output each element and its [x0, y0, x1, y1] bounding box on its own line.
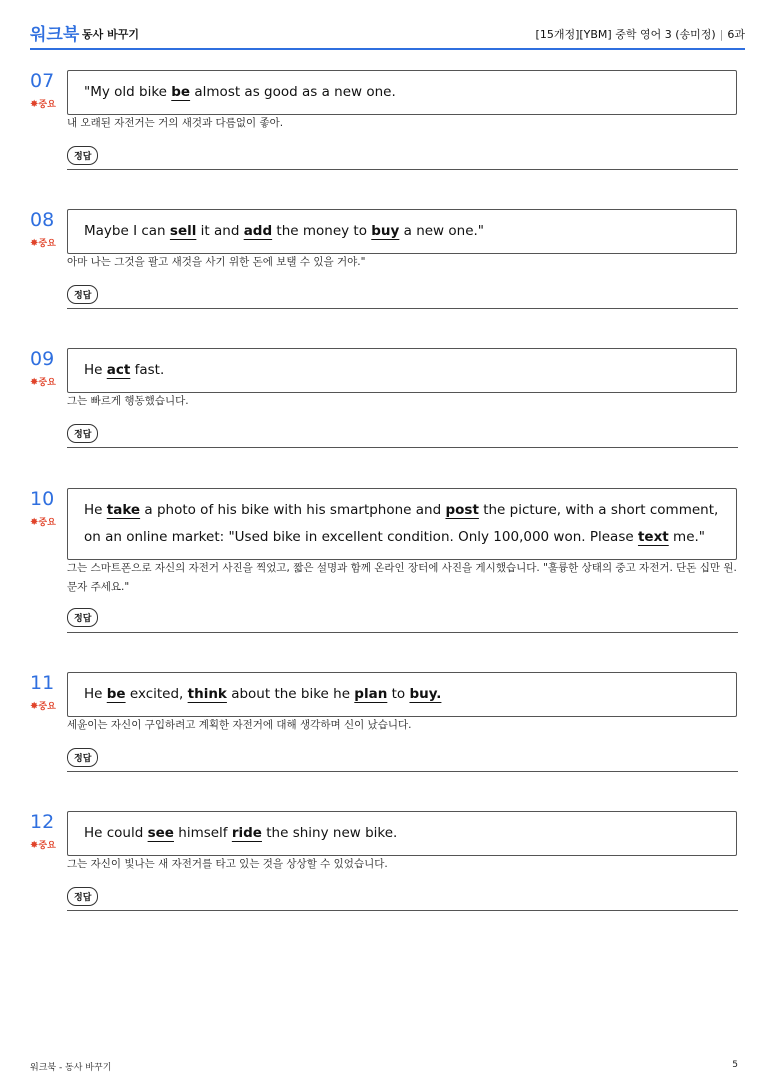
important-icon: ✸ [30, 701, 39, 712]
important-label: 중요 [38, 378, 56, 388]
divider-line [67, 771, 738, 772]
korean-translation: 그는 자신이 빛나는 새 자전거를 타고 있는 것을 상상할 수 있었습니다. [67, 858, 388, 870]
sentence-text: a new one." [399, 223, 485, 239]
target-verb: sell [169, 223, 197, 239]
target-verb: buy. [409, 686, 442, 702]
sentence-text: to [387, 686, 410, 702]
page-number: 5 [732, 1060, 738, 1070]
section-subtitle: 동사 바꾸기 [82, 28, 139, 41]
course-title: [15개정][YBM] 중학 영어 3 (송미정) [535, 28, 716, 41]
divider-line [67, 308, 738, 309]
question-number: 08 [30, 209, 55, 231]
target-verb: be [106, 686, 126, 702]
sentence-text: the shiny new bike. [261, 825, 398, 841]
divider: | [719, 28, 724, 41]
korean-translation: 그는 스마트폰으로 자신의 자전거 사진을 찍었고, 짧은 설명과 함께 온라인 장터에 사진을 게시했습니다. "훌륭한 상태의 중고 자전거. 단돈 십만 원. 문자 주세요." [67, 562, 737, 593]
sentence-text: He [84, 502, 107, 518]
question-number: 09 [30, 348, 55, 370]
korean-translation: 아마 나는 그것을 팔고 새것을 사기 위한 돈에 보탤 수 있을 거야." [67, 256, 366, 268]
answer-button[interactable]: 정답 [67, 146, 98, 165]
answer-button[interactable]: 정답 [67, 887, 98, 906]
sentence-text: He could [84, 825, 148, 841]
target-verb: take [106, 502, 141, 518]
target-verb: add [243, 223, 273, 239]
sentence-text: excited, [125, 686, 188, 702]
sentence-text: the money to [272, 223, 372, 239]
target-verb: plan [354, 686, 388, 702]
important-label: 중요 [38, 239, 56, 249]
target-verb: text [637, 529, 669, 545]
sentence-box [67, 70, 737, 115]
sentence-text: a photo of his bike with his smartphone and [140, 502, 446, 518]
divider-line [67, 632, 738, 633]
sentence-text: "My old bike [84, 84, 172, 100]
brand-title: 워크북 [30, 25, 80, 45]
sentence-text: He [84, 362, 107, 378]
important-label: 중요 [38, 702, 56, 712]
important-icon: ✸ [30, 377, 39, 388]
sentence-text: Maybe I can [84, 223, 170, 239]
korean-translation: 세윤이는 자신이 구입하려고 계획한 자전거에 대해 생각하며 신이 났습니다. [67, 719, 412, 731]
sentence-box [67, 811, 737, 856]
answer-button[interactable]: 정답 [67, 608, 98, 627]
important-icon: ✸ [30, 517, 39, 528]
lesson-label: 6과 [727, 28, 745, 41]
sentence-box [67, 488, 737, 560]
important-icon: ✸ [30, 840, 39, 851]
important-label: 중요 [38, 841, 56, 851]
sentence-text: almost as good as a new one. [190, 84, 396, 100]
target-verb: be [171, 84, 191, 100]
important-badge [30, 515, 56, 528]
sentence-text: He [84, 686, 107, 702]
answer-button[interactable]: 정답 [67, 424, 98, 443]
footer-title: 워크북 - 동사 바꾸기 [30, 1063, 112, 1073]
target-verb: act [106, 362, 131, 378]
sentence-text: fast. [130, 362, 165, 378]
question-number: 11 [30, 672, 55, 694]
important-label: 중요 [38, 518, 56, 528]
divider-line [67, 169, 738, 170]
sentence-text: himself [173, 825, 232, 841]
sentence-text: about the bike he [226, 686, 355, 702]
korean-translation: 내 오래된 자전거는 거의 새것과 다름없이 좋아. [67, 117, 284, 129]
sentence-box [67, 672, 737, 717]
course-info [536, 26, 745, 42]
target-verb: see [147, 825, 174, 841]
sentence-text: the picture, with a short comment, on an online market: "Used bike in excellent condition. Only 100,000 won. Please [84, 502, 719, 545]
important-badge [30, 236, 56, 249]
target-verb: post [445, 502, 479, 518]
target-verb: ride [231, 825, 262, 841]
question-number: 12 [30, 811, 55, 833]
sentence-text: it and [196, 223, 244, 239]
sentence-box [67, 348, 737, 393]
question-number: 07 [30, 70, 55, 92]
important-badge [30, 97, 56, 110]
question-number: 10 [30, 488, 55, 510]
target-verb: buy [371, 223, 400, 239]
important-badge [30, 375, 56, 388]
important-label: 중요 [38, 100, 56, 110]
important-icon: ✸ [30, 99, 39, 110]
important-badge [30, 838, 56, 851]
sentence-text: me." [668, 529, 705, 545]
divider-line [67, 447, 738, 448]
sentence-box [67, 209, 737, 254]
target-verb: think [187, 686, 227, 702]
important-icon: ✸ [30, 238, 39, 249]
divider-line [67, 910, 738, 911]
answer-button[interactable]: 정답 [67, 748, 98, 767]
korean-translation: 그는 빠르게 행동했습니다. [67, 395, 189, 407]
page-header [30, 20, 745, 50]
answer-button[interactable]: 정답 [67, 285, 98, 304]
important-badge [30, 699, 56, 712]
